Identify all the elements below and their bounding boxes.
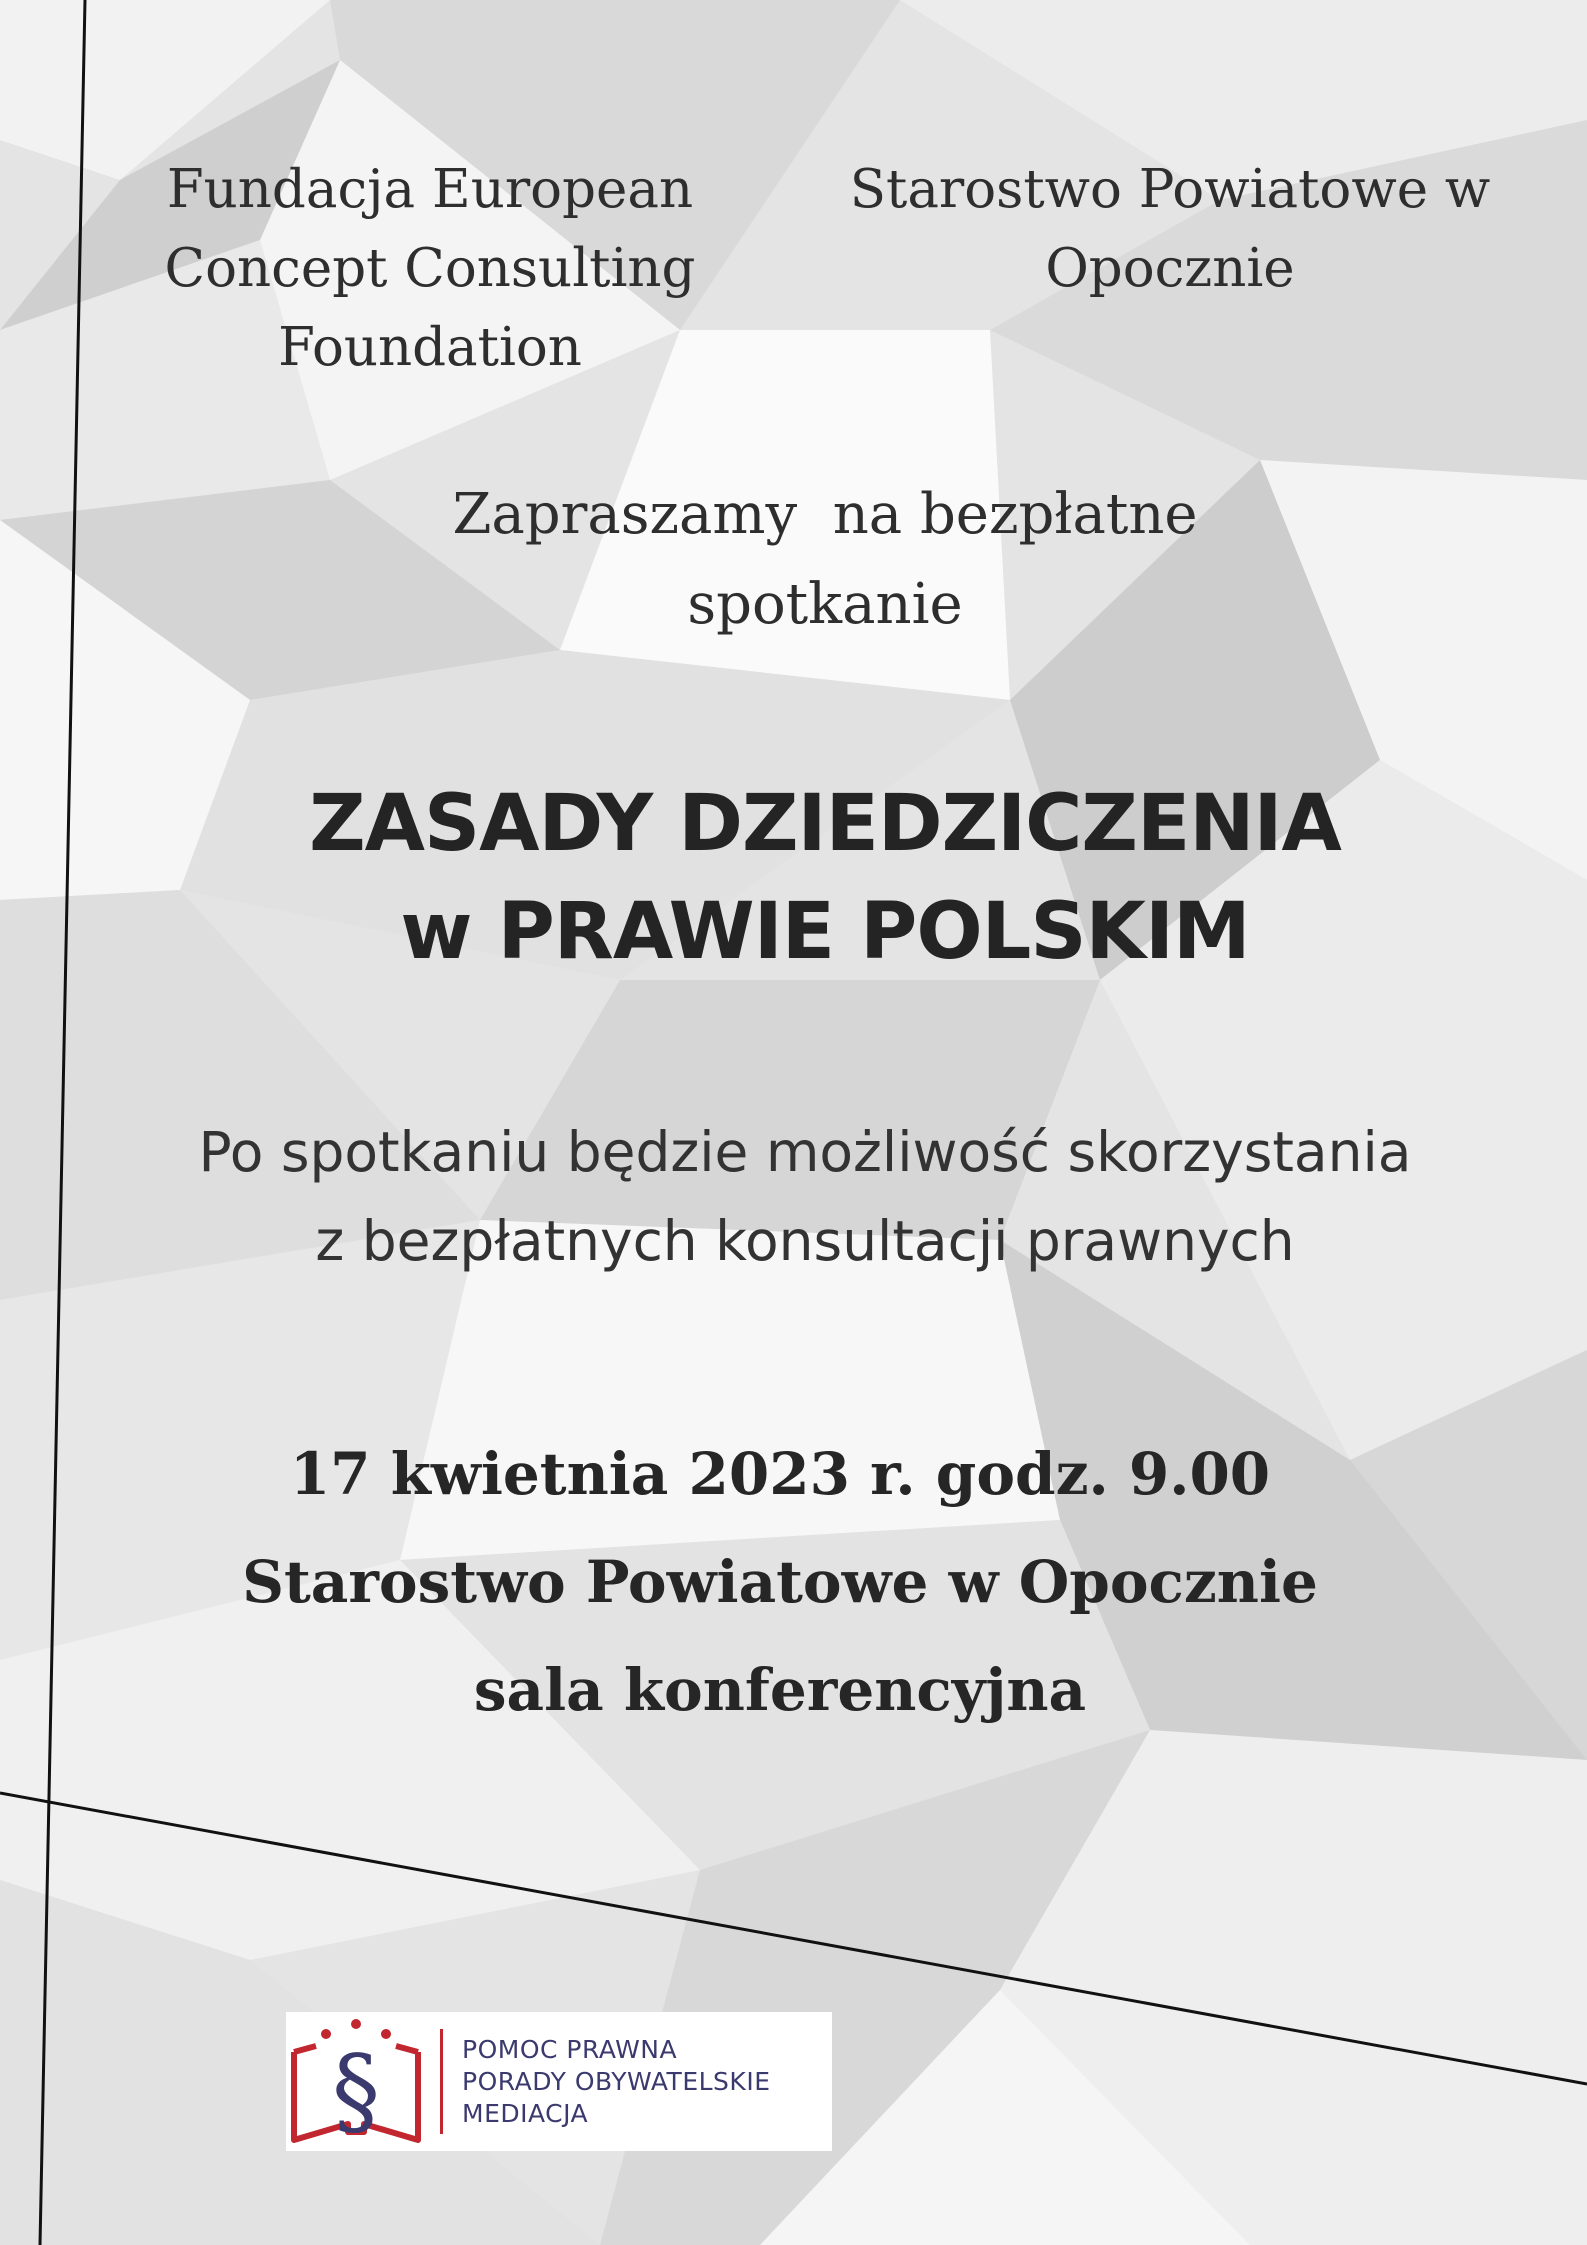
invitation-text	[220, 470, 1430, 650]
organizer-foundation-line: Fundacja European	[166, 159, 694, 220]
organizer-foundation-line: Foundation	[278, 317, 582, 378]
headline-line: ZASADY DZIEDZICZENIA	[309, 779, 1341, 869]
organizer-starostwo	[800, 150, 1540, 308]
organizer-foundation-line: Concept Consulting	[164, 238, 696, 299]
organizer-foundation	[80, 150, 780, 387]
svg-text:§: §	[332, 2035, 380, 2147]
consultation-note	[80, 1108, 1530, 1286]
organizer-starostwo-line: Opocznie	[1045, 238, 1295, 299]
event-details	[120, 1420, 1440, 1744]
paragraph-book-icon	[286, 2012, 426, 2151]
organizer-starostwo-line: Starostwo Powiatowe w	[849, 159, 1491, 220]
event-venue: Starostwo Powiatowe w Opocznie	[242, 1548, 1318, 1616]
logo-line-mediation: MEDIACJA	[462, 2099, 589, 2128]
logo-divider	[440, 2029, 443, 2134]
event-date-time: 17 kwietnia 2023 r. godz. 9.00	[289, 1440, 1271, 1508]
invitation-line: spotkanie	[687, 572, 963, 637]
legal-aid-logo	[286, 2012, 832, 2151]
headline-line: w PRAWIE POLSKIM	[400, 887, 1250, 977]
invitation-line: Zapraszamy na bezpłatne	[452, 482, 1198, 547]
consultation-line: Po spotkaniu będzie możliwość skorzystania	[198, 1120, 1412, 1184]
logo-text	[462, 2034, 771, 2130]
logo-line-civic-advice: PORADY OBYWATELSKIE	[462, 2067, 771, 2096]
event-room: sala konferencyjna	[473, 1656, 1087, 1724]
event-headline	[200, 770, 1450, 986]
consultation-line: z bezpłatnych konsultacji prawnych	[315, 1209, 1295, 1273]
logo-line-legal-aid: POMOC PRAWNA	[462, 2035, 678, 2064]
